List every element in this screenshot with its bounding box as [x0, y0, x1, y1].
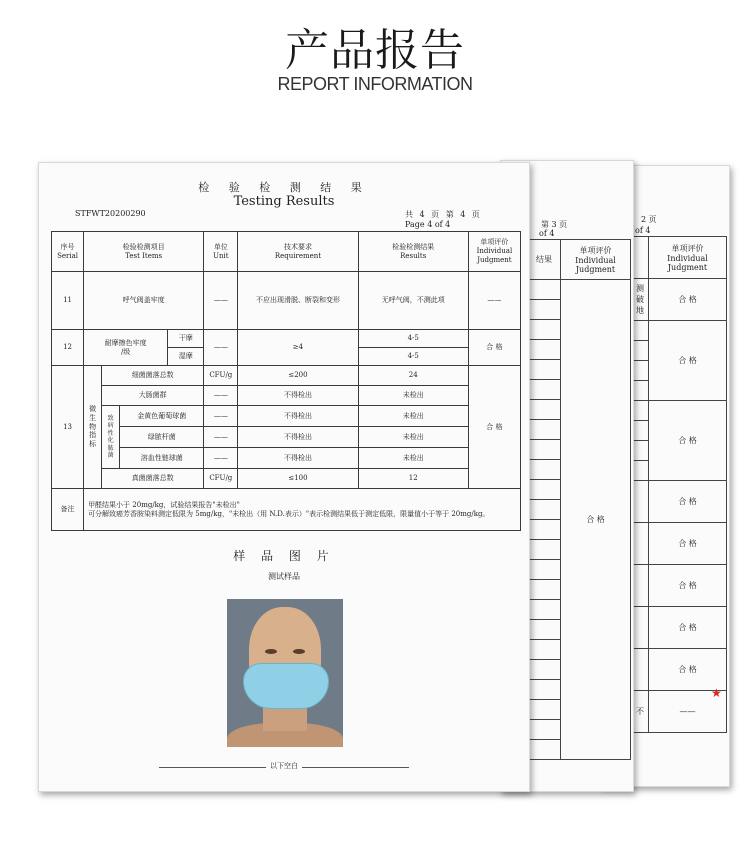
row12-requirement: ≥4 — [238, 330, 358, 366]
row13-item-requirement: ≤100 — [238, 469, 358, 489]
row13-judgment: 合 格 — [468, 366, 520, 489]
row12-unit: —— — [204, 330, 238, 366]
back1-col2-header: 单项评价 Individual Judgment — [561, 240, 631, 280]
row13-serial: 13 — [52, 366, 84, 489]
back2-judgment: 合 格 — [649, 321, 727, 401]
row13-item-result: 24 — [358, 366, 468, 386]
row13-item-unit: —— — [204, 386, 238, 406]
report-page-cn: 共 4 页 第 4 页 — [405, 210, 482, 219]
row11-item: 呼气阀盖牢度 — [84, 272, 204, 330]
row11-serial: 11 — [52, 272, 84, 330]
back2-judgment: 合 格 — [649, 279, 727, 321]
back1-table — [527, 239, 631, 760]
row13-item-unit: —— — [204, 427, 238, 448]
row13-item-result: 未检出 — [358, 448, 468, 469]
row13-item-requirement: ≤200 — [238, 366, 358, 386]
remark-row — [52, 489, 521, 531]
row13-item-unit: CFU/g — [204, 366, 238, 386]
mannequin-eye — [265, 649, 277, 654]
report-title-cn: 检 验 检 测 结 果 — [198, 181, 370, 194]
report-sheet-front — [38, 162, 530, 792]
back2-fragment: 测 破 地 — [632, 279, 649, 321]
table-row — [52, 366, 521, 386]
row13-item-unit: —— — [204, 406, 238, 427]
table-row — [52, 330, 521, 348]
row13-item-name: 绿脓杆菌 — [120, 427, 204, 448]
back2-last-cell: —— — [649, 691, 727, 733]
back2-judgment: 合 格 — [649, 401, 727, 481]
row12-serial: 12 — [52, 330, 84, 366]
end-marker-text: 以下空白 — [266, 762, 302, 770]
row12-item: 耐摩擦色牢度 /级 — [84, 330, 168, 366]
col-serial: 序号 Serial — [52, 232, 84, 272]
table-row — [52, 272, 521, 330]
row13-item-name: 细菌菌落总数 — [102, 366, 204, 386]
back1-col1-header: 结果 — [528, 240, 561, 280]
row11-result: 无呼气阀，不测此项 — [358, 272, 468, 330]
row13-item-requirement: 不得检出 — [238, 386, 358, 406]
row11-judgment: —— — [468, 272, 520, 330]
row11-unit: —— — [204, 272, 238, 330]
row13-item-result: 12 — [358, 469, 468, 489]
sample-title: 样 品 图 片 — [233, 549, 335, 563]
row13-item-unit: CFU/g — [204, 469, 238, 489]
mannequin-eye — [293, 649, 305, 654]
row13-item-name: 真菌菌落总数 — [102, 469, 204, 489]
row13-item-requirement: 不得检出 — [238, 427, 358, 448]
page-title: 产品报告 — [285, 25, 465, 76]
row12-sub-wet: 湿摩 — [168, 348, 204, 366]
table-row — [52, 469, 521, 489]
report-page-en: Page 4 of 4 — [405, 220, 451, 229]
back2-judgment: 合 格 — [649, 565, 727, 607]
back2-judgment: 合 格 — [649, 649, 727, 691]
row13-item-requirement: 不得检出 — [238, 448, 358, 469]
sample-subtitle: 测试样品 — [268, 572, 300, 581]
table-row — [52, 406, 521, 427]
col-results: 检验检测结果 Results — [358, 232, 468, 272]
row13-item-result: 未检出 — [358, 427, 468, 448]
row13-item-unit: —— — [204, 448, 238, 469]
table-row — [52, 448, 521, 469]
row13-item-result: 未检出 — [358, 406, 468, 427]
remark-text: 甲醛结果小于 20mg/kg，试验结果报告"未检出" 可分解致癌芳香胺染料测定低限为 5mg/kg，"未检出（用 N.D.表示）"表示检测结果低于测定低限，限量值小于等于 20mg/kg。 — [84, 489, 521, 531]
row13-item-name: 大肠菌群 — [102, 386, 204, 406]
col-requirement: 技术要求 Requirement — [238, 232, 358, 272]
back1-page-en: of 4 — [539, 229, 555, 238]
row13-item-result: 未检出 — [358, 386, 468, 406]
back2-page-en: of 4 — [635, 226, 651, 235]
row12-result-dry: 4-5 — [358, 330, 468, 348]
back2-col-header: 单项评价 Individual Judgment — [649, 237, 727, 279]
page-subtitle: REPORT INFORMATION — [277, 74, 473, 94]
row13-group: 微 生 物 指 标 — [84, 366, 102, 489]
back2-judgment: 合 格 — [649, 523, 727, 565]
back2-table — [631, 236, 727, 733]
row13-item-name: 溶血性链球菌 — [120, 448, 204, 469]
remark-label: 备注 — [52, 489, 84, 531]
row13-item-requirement: 不得检出 — [238, 406, 358, 427]
back2-page: 2 页 — [641, 215, 657, 224]
row13-item-name: 金黄色葡萄球菌 — [120, 406, 204, 427]
back2-left-fragment: 不 — [632, 691, 649, 733]
table-row — [52, 427, 521, 448]
back2-judgment: 合 格 — [649, 607, 727, 649]
col-judgment: 单项评价 Individual Judgment — [468, 232, 520, 272]
row12-result-wet: 4-5 — [358, 348, 468, 366]
col-items: 检验检测项目 Test Items — [84, 232, 204, 272]
row11-requirement: 不应出现滑脱、断裂和变形 — [238, 272, 358, 330]
row12-sub-dry: 干摩 — [168, 330, 204, 348]
results-table — [51, 231, 521, 531]
back1-page: 第 3 页 — [541, 220, 568, 229]
report-code: STFWT20200290 — [75, 209, 146, 218]
back1-judgment: 合 格 — [561, 280, 631, 760]
sample-photo-mannequin-mask — [227, 599, 343, 747]
row12-judgment: 合 格 — [468, 330, 520, 366]
back2-judgment: 合 格 — [649, 481, 727, 523]
col-unit: 单位 Unit — [204, 232, 238, 272]
report-title-en: Testing Results — [233, 194, 335, 209]
table-header-row — [52, 232, 521, 272]
row13-subgroup: 致 病 性 化 脓 菌 — [102, 406, 120, 469]
surgical-mask — [243, 663, 329, 709]
red-seal-fragment: ★ — [711, 686, 722, 700]
end-marker — [39, 761, 529, 771]
table-row — [52, 386, 521, 406]
